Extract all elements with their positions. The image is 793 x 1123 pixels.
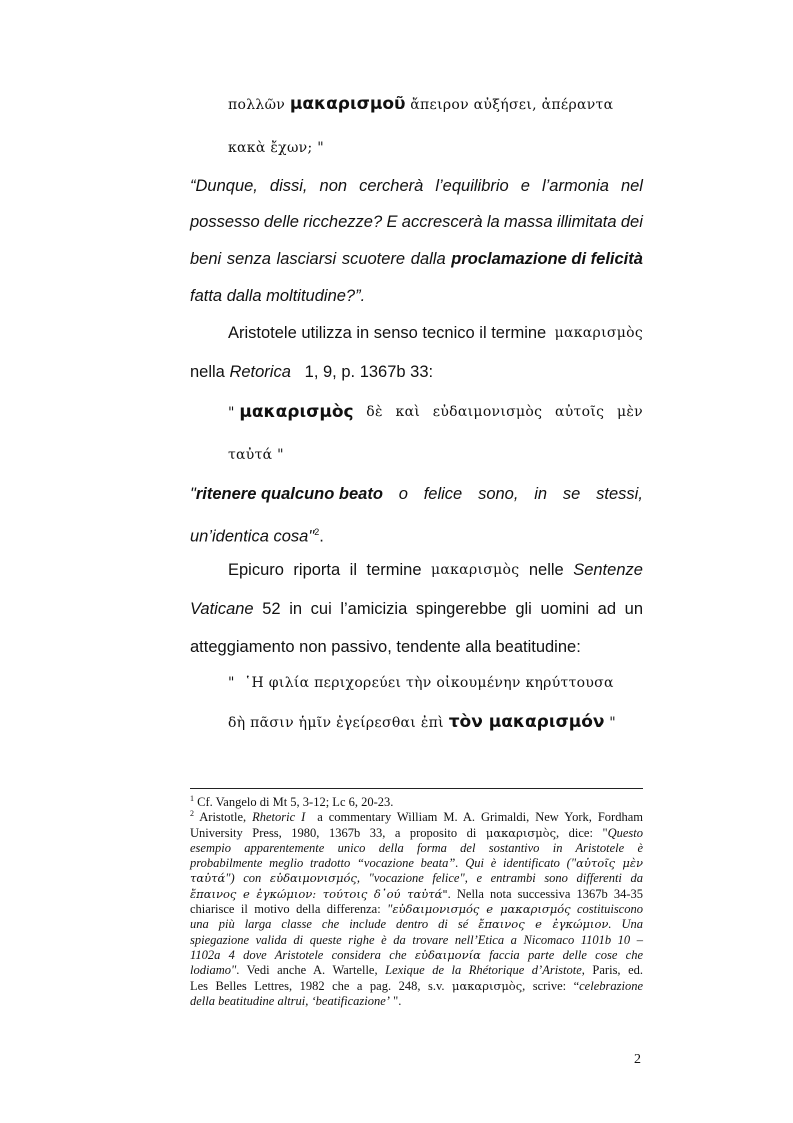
paragraph-aristotele-line-1: Aristotele utilizza in senso tecnico il termine μακαρισμὸς [228,324,643,342]
translation-1-line-4: fatta dalla moltitudine?”. [190,287,366,305]
footnote-2-line-11: lodiamo". Vedi anche A. Wartelle, Lexique de la Rhétorique d’Aristote, Paris, ed. [190,963,643,978]
paragraph-aristotele-line-2: nella Retorica 1, 9, p. 1367b 33: [190,363,434,381]
greek-quote-1-line-2: κακὰ ἔχων; " [228,140,324,156]
translation-1-line-3: beni senza lasciarsi scuotere dalla proclamazione di felicità [190,250,643,268]
footnote-2-line-5: ταὐτά") con εὐδαιμονισμός, "vocazione felice", e entrambi sono differenti da [190,871,643,886]
footnote-2-line-9: spiegazione valida di queste righe è da trovare nell’Etica a Nicomaco 1101b 10 – [190,932,643,947]
page-number: 2 [634,1052,641,1067]
footnote-1: $^1$ Cf. Vangelo di Mt 5, 3-12; Lc 6, 20-23. [190,794,394,809]
greek-quote-3-line-1: " ῾Η φιλία περιχορεύει τὴν οἰκουμένην κηρύττουσα [228,675,614,691]
footnote-2-line-3: esempio apparentemente unico della forma del sostantivo in Aristotele è [190,840,643,855]
footnote-2-line-12: Les Belles Lettres, 1982 che a pag. 248, s.v. μακαρισμὸς, scrive: “celebrazione [190,978,643,993]
footnotes [190,795,643,1009]
greek-quote-2-line-1: " μακαρισμὸς δὲ καὶ εὐδαιμονισμὸς αὐτοῖς μὲν [228,402,643,422]
translation-1-line-2: possesso delle ricchezze? E accrescerà la massa illimitata dei [190,213,643,231]
footnote-ref-2: 2 [314,527,320,537]
footnote-separator [190,788,643,789]
footnote-2-line-4: probabilmente meglio tradotto “vocazione beata”. Qui è identificato ("αὐτοῖς μὲν [190,856,643,871]
paragraph-epicuro-line-1: Epicuro riporta il termine μακαρισμὸς nelle Sentenze [228,561,643,579]
footnote-2-line-6: ἔπαινος e ἐγκώμιον: τούτοις δ᾽ού ταὐτά". Nella nota successiva 1367b 34-35 [190,886,643,901]
greek-quote-3-line-2: δὴ πᾶσιν ἡμῖν ἐγείρεσθαι ἐπὶ τὸν μακαρισμόν " [228,712,616,732]
greek-quote-2-line-2: ταὐτά " [228,447,284,463]
paragraph-epicuro-line-3: atteggiamento non passivo, tendente alla beatitudine: [190,638,581,656]
paragraph-epicuro-line-2: Vaticane 52 in cui l’amicizia spingerebbe gli uomini ad un [190,600,643,618]
translation-2-line-2: un’identica cosa"$^2$. [190,527,324,546]
translation-1-line-1: “Dunque, dissi, non cercherà l’equilibrio e l’armonia nel [190,177,643,195]
translation-2-line-1: "ritenere qualcuno beato o felice sono, in se stessi, [190,485,643,503]
footnote-2-line-1: $^2$ Aristotle, Rhetoric I a commentary William M. A. Grimaldi, New York, Fordham [190,809,643,825]
footnote-2-line-13: della beatitudine altrui, ‘beatificazione’ ". [190,993,402,1008]
footnote-2-line-10: 1102a 4 dove Aristotele considera che εὐδαιμονία faccia parte delle cose che [190,947,643,962]
footnote-2-line-8: una più larga classe che include dentro di sé ἔπαινος e ἐγκώμιον. Una [190,917,644,932]
footnote-2-line-2: University Press, 1980, 1367b 33, a proposito di μακαρισμὸς, dice: "Questo [190,825,643,840]
footnote-2-line-7: chiarisce il motivo della differenza: "εὐδαιμονισμός e μακαρισμός costituiscono [190,902,643,917]
greek-quote-1-line-1: πολλῶν μακαρισμοῦ ἄπειρον αὐξήσει, ἀπέραντα [228,94,614,114]
